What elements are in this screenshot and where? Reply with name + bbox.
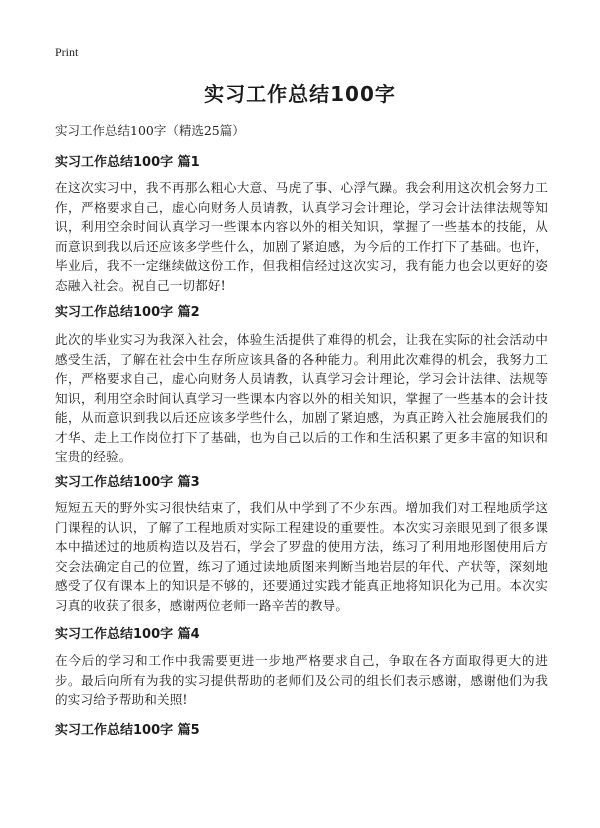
section-heading-4: 实习工作总结100字 篇4 bbox=[55, 627, 200, 642]
section-body-4: 在今后的学习和工作中我需要更进一步地严格要求自己，争取在各方面取得更大的进步。最后向所有为我的实习提供帮助的老师们及公司的组长们表示感谢，感谢他们为我的实习给予帮助和关照! bbox=[55, 653, 548, 707]
section-body-3: 短短五天的野外实习很快结束了，我们从中学到了不少东西。增加我们对工程地质学这门课程的认识，了解了工程地质对实际工程建设的重要性。本次实习亲眼见到了很多课本中描述过的地质构造以及岩石，学会了罗盘的使用方法，练习了利用地形图使用后方交会法确定自己的位置，练习了通过读地质图来判断当地岩层的年代、产状等，深刻地感受了仅有课本上的知识是不够的，还要通过实践才能真正地将知识化为己用。本次实习真的收获了很多，感谢两位老师一路辛苦的教导。 bbox=[55, 500, 548, 613]
page-title: 实习工作总结100字 bbox=[204, 82, 396, 106]
section-body-2: 此次的毕业实习为我深入社会，体验生活提供了难得的机会，让我在实际的社会活动中感受生活，了解在社会中生存所应该具备的各种能力。利用此次难得的机会，我努力工作，严格要求自己，虚心向财务人员请教，认真学习会计理论，学习会计法律、法规等知识，利用空余时间认真学习一些课本内容以外的相关知识，掌握了一些基本的会计技能，从而意识到我以后还应该多学些什么，加剧了紧迫感，为真正跨入社会施展我们的才华、走上工作岗位打下了基础，也为自己以后的工作和生活积累了更多丰富的知识和宝贵的经验。 bbox=[55, 332, 548, 464]
print-link[interactable]: Print bbox=[55, 45, 79, 59]
section-heading-2: 实习工作总结100字 篇2 bbox=[55, 305, 200, 320]
section-heading-1: 实习工作总结100字 篇1 bbox=[55, 155, 200, 170]
section-heading-5: 实习工作总结100字 篇5 bbox=[55, 723, 200, 738]
page-subtitle: 实习工作总结100字（精选25篇） bbox=[55, 123, 245, 138]
section-body-1: 在这次实习中，我不再那么粗心大意、马虎了事、心浮气躁。我会利用这次机会努力工作，严格要求自己，虚心向财务人员请教，认真学习会计理论，学习会计法律法规等知识，利用空余时间认真学习一些课本内容以外的相关知识，掌握了一些基本的技能，从而意识到我以后还应该多学些什么，加剧了紧迫感，为今后的工作打下了基础。也许，毕业后，我不一定继续做这份工作，但我相信经过这次实习，我有能力也会以更好的姿态融入社会。祝自己一切都好! bbox=[55, 180, 548, 293]
section-heading-3: 实习工作总结100字 篇3 bbox=[55, 475, 200, 490]
